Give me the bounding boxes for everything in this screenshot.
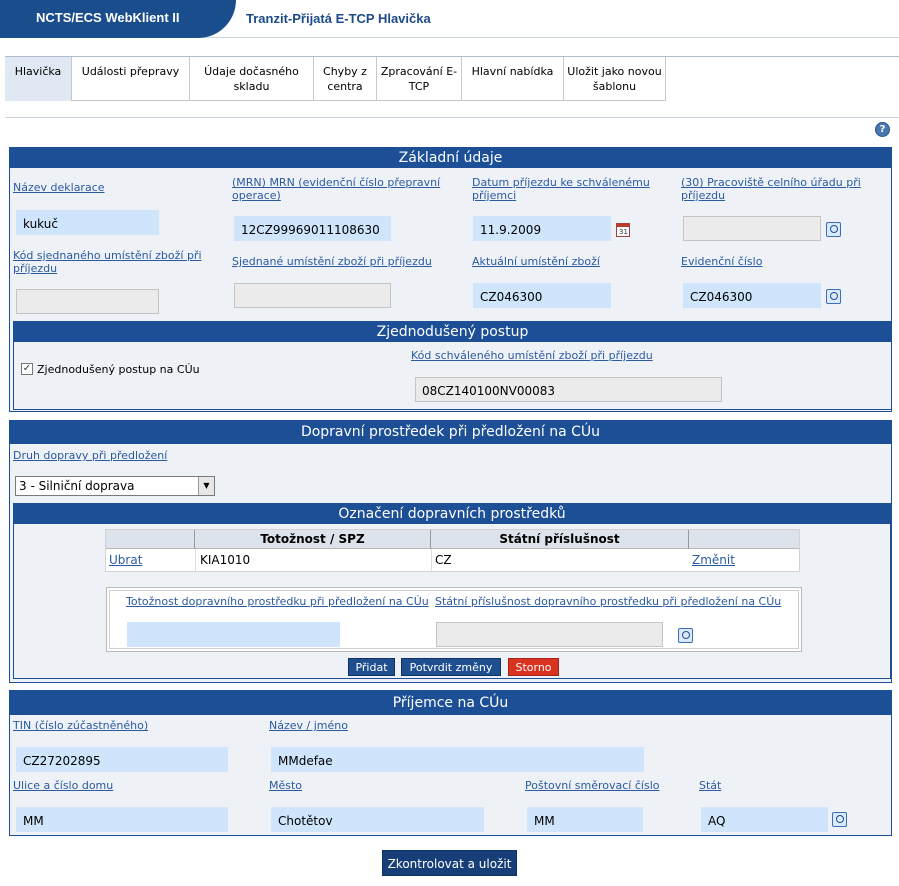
ulice-field[interactable]: MM: [16, 807, 228, 832]
druh-dopravy-label[interactable]: Druh dopravy při předložení: [13, 449, 168, 462]
calendar-icon[interactable]: [616, 223, 630, 237]
stat-field[interactable]: AQ: [701, 807, 828, 832]
table-header-cell: [106, 530, 195, 549]
table-header-totoznost: Totožnost / SPZ: [195, 530, 431, 549]
evidencni-cislo-label[interactable]: Evidenční číslo: [681, 255, 763, 268]
table-cell-totoznost: KIA1010: [195, 549, 431, 571]
section-heading: Příjemce na CÚu: [10, 691, 891, 715]
mrn-field[interactable]: 12CZ99969011108630: [234, 216, 391, 241]
table-header-prislusnost: Státní příslušnost: [431, 530, 689, 549]
pracoviste-label[interactable]: (30) Pracoviště celního úřadu při příjezdu: [681, 176, 861, 202]
panel-prijemce: [9, 690, 892, 836]
druh-dopravy-value: 3 - Silniční doprava: [19, 479, 135, 493]
pridat-button[interactable]: Přidat: [348, 658, 395, 676]
ubrat-link[interactable]: Ubrat: [109, 553, 143, 567]
vehicle-edit-box: [106, 587, 802, 652]
psc-label[interactable]: Poštovní směrovací číslo: [525, 779, 660, 792]
tab-hlavni-nabidka[interactable]: Hlavní nabídka: [462, 57, 564, 101]
section-heading: Dopravní prostředek při předložení na CÚu: [10, 421, 891, 444]
tin-field[interactable]: CZ27202895: [16, 747, 228, 772]
mesto-field[interactable]: Chotětov: [271, 807, 484, 832]
prislusnost-label[interactable]: Státní příslušnost dopravního prostředku při předložení na CÚu: [435, 595, 782, 608]
section-heading: Označení dopravních prostředků: [14, 504, 890, 524]
chevron-down-icon[interactable]: ▼: [198, 477, 214, 495]
evidencni-lookup-icon[interactable]: [826, 289, 841, 304]
section-heading: Základní údaje: [10, 148, 891, 168]
tab-udaje-docasneho-skladu[interactable]: Údaje dočasného skladu: [190, 57, 314, 101]
ulice-label[interactable]: Ulice a číslo domu: [13, 779, 114, 792]
kod-sjednaneho-field[interactable]: [16, 289, 159, 314]
aktualni-umisteni-field[interactable]: CZ046300: [473, 283, 611, 308]
mrn-label[interactable]: (MRN) MRN (evidenční číslo přepravní operace): [232, 176, 441, 202]
kod-schvaleneho-field[interactable]: 08CZ140100NV00083: [415, 377, 722, 402]
totoznost-field[interactable]: [127, 622, 340, 647]
stat-lookup-icon[interactable]: [832, 812, 847, 827]
prislusnost-field[interactable]: [436, 622, 663, 647]
calendar-day: 31: [619, 228, 628, 236]
zjednoduseny-checkbox-label: Zjednodušený postup na CÚu: [37, 363, 200, 376]
totoznost-label[interactable]: Totožnost dopravního prostředku při předložení na CÚu: [126, 595, 429, 608]
zkontrolovat-ulozit-button[interactable]: Zkontrolovat a uložit: [382, 850, 517, 876]
kod-schvaleneho-label[interactable]: Kód schváleného umístění zboží při příjezdu: [411, 349, 653, 362]
divider: [5, 117, 899, 118]
sjednane-umisteni-field[interactable]: [234, 283, 391, 308]
pracoviste-lookup-icon[interactable]: [826, 222, 841, 237]
evidencni-cislo-field[interactable]: CZ046300: [683, 283, 821, 308]
mesto-label[interactable]: Město: [269, 779, 303, 792]
nazev-deklarace-field[interactable]: kukuč: [16, 210, 159, 235]
app-brand: NCTS/ECS WebKlient II: [0, 0, 236, 38]
help-icon[interactable]: ?: [875, 122, 890, 137]
nazev-deklarace-label[interactable]: Název deklarace: [13, 181, 105, 194]
panel-oznaceni-prostredku: [13, 503, 891, 679]
tab-udalosti-prepravy[interactable]: Události přepravy: [72, 57, 190, 101]
potvrdit-zmeny-button[interactable]: Potvrdit změny: [401, 658, 501, 676]
panel-zakladni-udaje: [9, 147, 892, 412]
psc-field[interactable]: MM: [527, 807, 643, 832]
kod-sjednaneho-label[interactable]: Kód sjednaného umístění zboží při příjezdu: [13, 249, 202, 275]
stat-label[interactable]: Stát: [699, 779, 722, 792]
aktualni-umisteni-label[interactable]: Aktuální umístění zboží: [472, 255, 600, 268]
druh-dopravy-select[interactable]: [15, 476, 215, 496]
nazev-jmeno-field[interactable]: MMdefae: [271, 747, 644, 772]
tab-chyby-z-centra[interactable]: Chyby z centra: [314, 57, 377, 101]
zjednoduseny-checkbox[interactable]: ✓: [22, 363, 32, 374]
datum-prijezdu-field[interactable]: 11.9.2009: [473, 216, 611, 241]
vehicle-table: [105, 529, 800, 572]
sjednane-umisteni-label[interactable]: Sjednané umístění zboží při příjezdu: [232, 255, 432, 268]
tab-ulozit-sablonu[interactable]: Uložit jako novou šablonu: [564, 57, 666, 101]
prislusnost-lookup-icon[interactable]: [678, 628, 693, 643]
zmenit-link[interactable]: Změnit: [692, 553, 735, 567]
datum-prijezdu-label[interactable]: Datum příjezdu ke schválenému příjemci: [472, 176, 650, 202]
table-header: [106, 530, 799, 549]
nazev-jmeno-label[interactable]: Název / jméno: [269, 719, 348, 732]
section-heading: Zjednodušený postup: [14, 322, 891, 342]
pracoviste-field[interactable]: [683, 216, 821, 241]
table-row: [106, 549, 799, 571]
table-cell-prislusnost: CZ: [431, 549, 689, 571]
page-title: Tranzit-Přijatá E-TCP Hlavička: [246, 11, 431, 26]
tin-label[interactable]: TIN (číslo zúčastněného): [13, 719, 149, 732]
panel-zjednoduseny-postup: [13, 321, 892, 410]
tab-bar: [5, 56, 899, 101]
panel-dopravni-prostredek: [9, 420, 892, 683]
tab-zpracovani-etcp[interactable]: Zpracování E-TCP: [377, 57, 462, 101]
tab-hlavicka[interactable]: Hlavička: [5, 57, 72, 101]
storno-button[interactable]: Storno: [508, 658, 559, 676]
